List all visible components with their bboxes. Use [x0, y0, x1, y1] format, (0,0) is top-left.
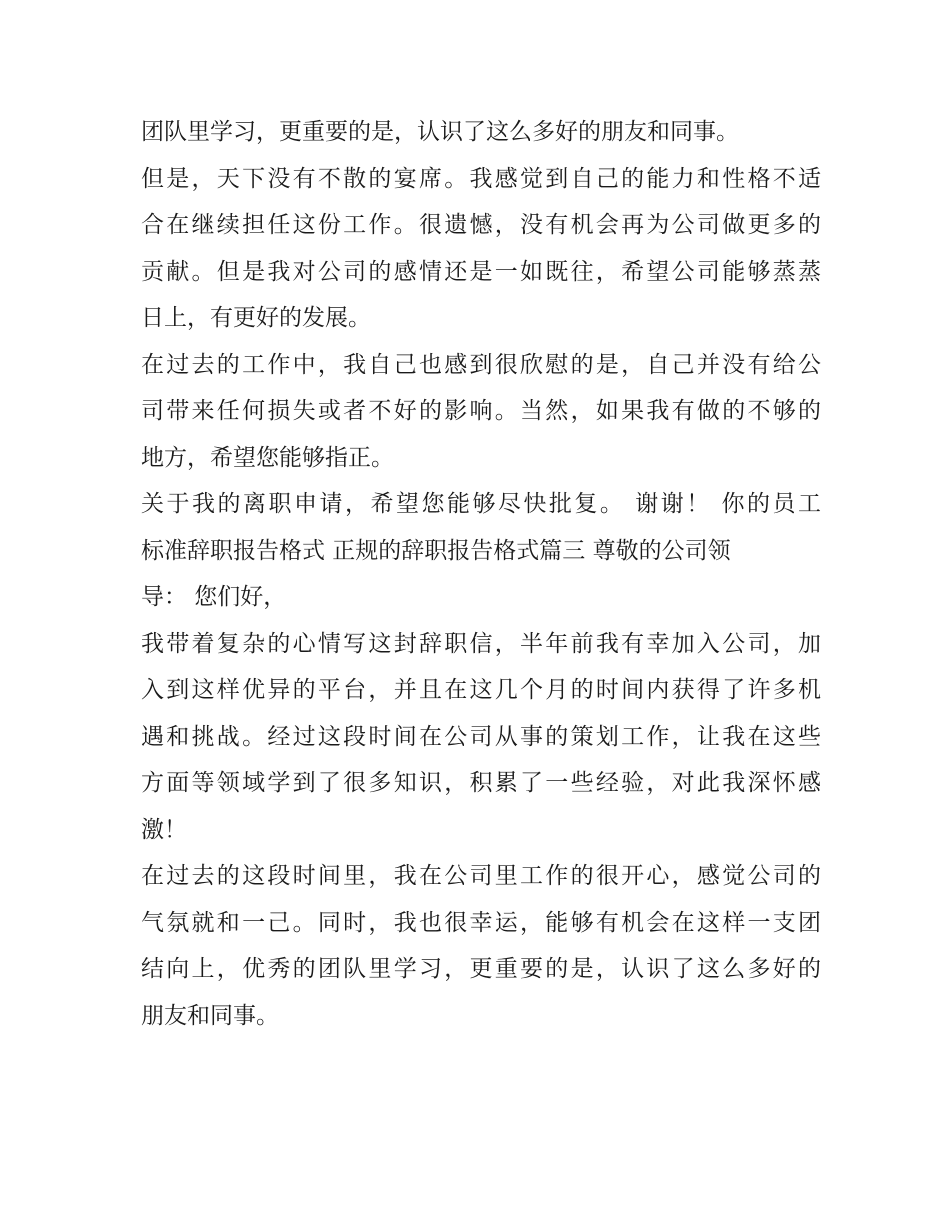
text-line: 我带着复杂的心情写这封辞职信，半年前我有幸加入公司，加 [141, 630, 821, 657]
text-line: 导： 您们好， [141, 584, 287, 610]
text-line: 在过去的这段时间里，我在公司里工作的很开心，感觉公司的 [141, 863, 821, 889]
text-line: 但是，天下没有不散的宴席。我感觉到自己的能力和性格不适 [141, 165, 821, 192]
text-line: 贡献。但是我对公司的感情还是一如既往，希望公司能够蒸蒸 [141, 258, 821, 285]
text-line: 司带来任何损失或者不好的影响。当然，如果我有做的不够的 [141, 398, 821, 424]
text-line: 日上，有更好的发展。 [141, 305, 371, 331]
text-line: 团队里学习，更重要的是，认识了这么多好的朋友和同事。 [141, 119, 739, 145]
text-line: 入到这样优异的平台，并且在这几个月的时间内获得了许多机 [141, 677, 821, 703]
document-body [141, 109, 821, 1039]
text-line: 关于我的离职申请，希望您能够尽快批复。 谢谢！ 你的员工 [141, 491, 821, 517]
text-line: 激！ [141, 816, 187, 843]
text-line: 合在继续担任这份工作。很遗憾，没有机会再为公司做更多的 [141, 212, 821, 238]
text-line: 在过去的工作中，我自己也感到很欣慰的是，自己并没有给公 [141, 351, 821, 378]
text-line: 结向上，优秀的团队里学习，更重要的是，认识了这么多好的 [141, 956, 821, 982]
text-line: 朋友和同事。 [141, 1002, 279, 1029]
text-line: 标准辞职报告格式 正规的辞职报告格式篇三 尊敬的公司领 [141, 537, 731, 564]
text-line: 气氛就和一己。同时，我也很幸运，能够有机会在这样一支团 [141, 909, 821, 936]
text-line: 方面等领域学到了很多知识，积累了一些经验，对此我深怀感 [141, 770, 821, 796]
text-line: 地方，希望您能够指正。 [141, 444, 394, 471]
text-line: 遇和挑战。经过这段时间在公司从事的策划工作，让我在这些 [141, 723, 821, 750]
